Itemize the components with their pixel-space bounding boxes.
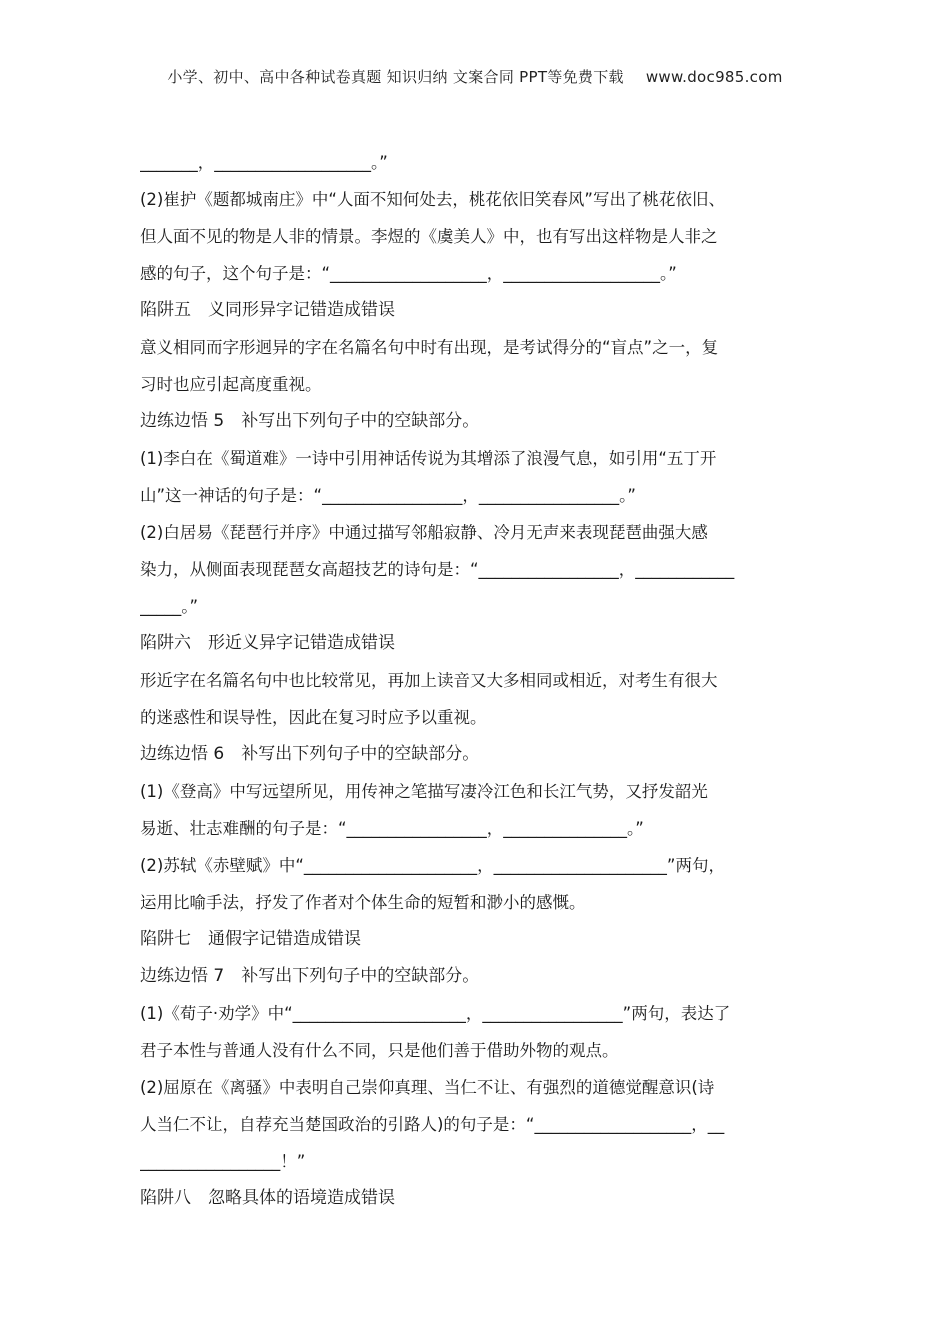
page-header bbox=[0, 66, 950, 87]
text-line: 但人面不见的物是人非的情景。李煜的《虞美人》中，也有写出这样物是人非之 bbox=[140, 227, 718, 246]
exercise-heading: 边练边悟 7 补写出下列句子中的空缺部分。 bbox=[140, 966, 480, 986]
text-line: 形近字在名篇名句中也比较常见，再加上读音又大多相同或相近，对考生有很大 bbox=[140, 671, 718, 690]
text-line: 山”这一神话的句子是：“_________________，_________________。” bbox=[140, 486, 636, 505]
section-heading: 陷阱七 通假字记错造成错误 bbox=[140, 929, 361, 949]
text-line: _________________！” bbox=[140, 1152, 306, 1171]
text-line: 习时也应引起高度重视。 bbox=[140, 375, 322, 394]
text-line: 君子本性与普通人没有什么不同，只是他们善于借助外物的观点。 bbox=[140, 1041, 619, 1060]
document-body bbox=[140, 144, 812, 1217]
text-line: 意义相同而字形迥异的字在名篇名句中时有出现，是考试得分的“盲点”之一，复 bbox=[140, 338, 719, 357]
text-line: 运用比喻手法，抒发了作者对个体生命的短暂和渺小的感慨。 bbox=[140, 893, 586, 912]
text-line: (1)李白在《蜀道难》一诗中引用神话传说为其增添了浪漫气息，如引用“五丁开 bbox=[140, 449, 717, 468]
text-line: _____。” bbox=[140, 597, 199, 616]
exercise-heading: 边练边悟 5 补写出下列句子中的空缺部分。 bbox=[140, 411, 480, 431]
text-line: (2)屈原在《离骚》中表明自己崇仰真理、当仁不让、有强烈的道德觉醒意识(诗 bbox=[140, 1078, 715, 1097]
text-line: 的迷惑性和误导性，因此在复习时应予以重视。 bbox=[140, 708, 487, 727]
text-line: (2)苏轼《赤壁赋》中“_____________________，_____________________”两句， bbox=[140, 856, 725, 875]
header-text: 小学、初中、高中各种试卷真题 知识归纳 文案合同 PPT等免费下载 bbox=[167, 68, 624, 86]
section-heading: 陷阱八 忽略具体的语境造成错误 bbox=[140, 1188, 395, 1208]
exercise-heading: 边练边悟 6 补写出下列句子中的空缺部分。 bbox=[140, 744, 480, 764]
text-line: (2)白居易《琵琶行并序》中通过描写邻船寂静、冷月无声来表现琵琶曲强大感 bbox=[140, 523, 708, 542]
text-line: 易逝、壮志难酬的句子是：“_________________，_______________。” bbox=[140, 819, 644, 838]
text-line: (1)《荀子·劝学》中“_____________________，_________________”两句，表达了 bbox=[140, 1004, 731, 1023]
text-line: 染力，从侧面表现琵琶女高超技艺的诗句是：“_________________，____________ bbox=[140, 560, 735, 579]
text-line: 人当仁不让，自荐充当楚国政治的引路人)的句子是：“___________________，__ bbox=[140, 1115, 725, 1134]
header-url: www.doc985.com bbox=[645, 68, 783, 86]
text-line: 感的句子，这个句子是：“___________________，___________________。” bbox=[140, 264, 677, 283]
section-heading: 陷阱六 形近义异字记错造成错误 bbox=[140, 633, 395, 653]
section-heading: 陷阱五 义同形异字记错造成错误 bbox=[140, 300, 395, 320]
text-line: _______，___________________。” bbox=[140, 153, 388, 172]
text-line: (2)崔护《题都城南庄》中“人面不知何处去，桃花依旧笑春风”写出了桃花依旧、 bbox=[140, 190, 725, 209]
text-line: (1)《登高》中写远望所见，用传神之笔描写凄冷江色和长江气势，又抒发韶光 bbox=[140, 782, 708, 801]
